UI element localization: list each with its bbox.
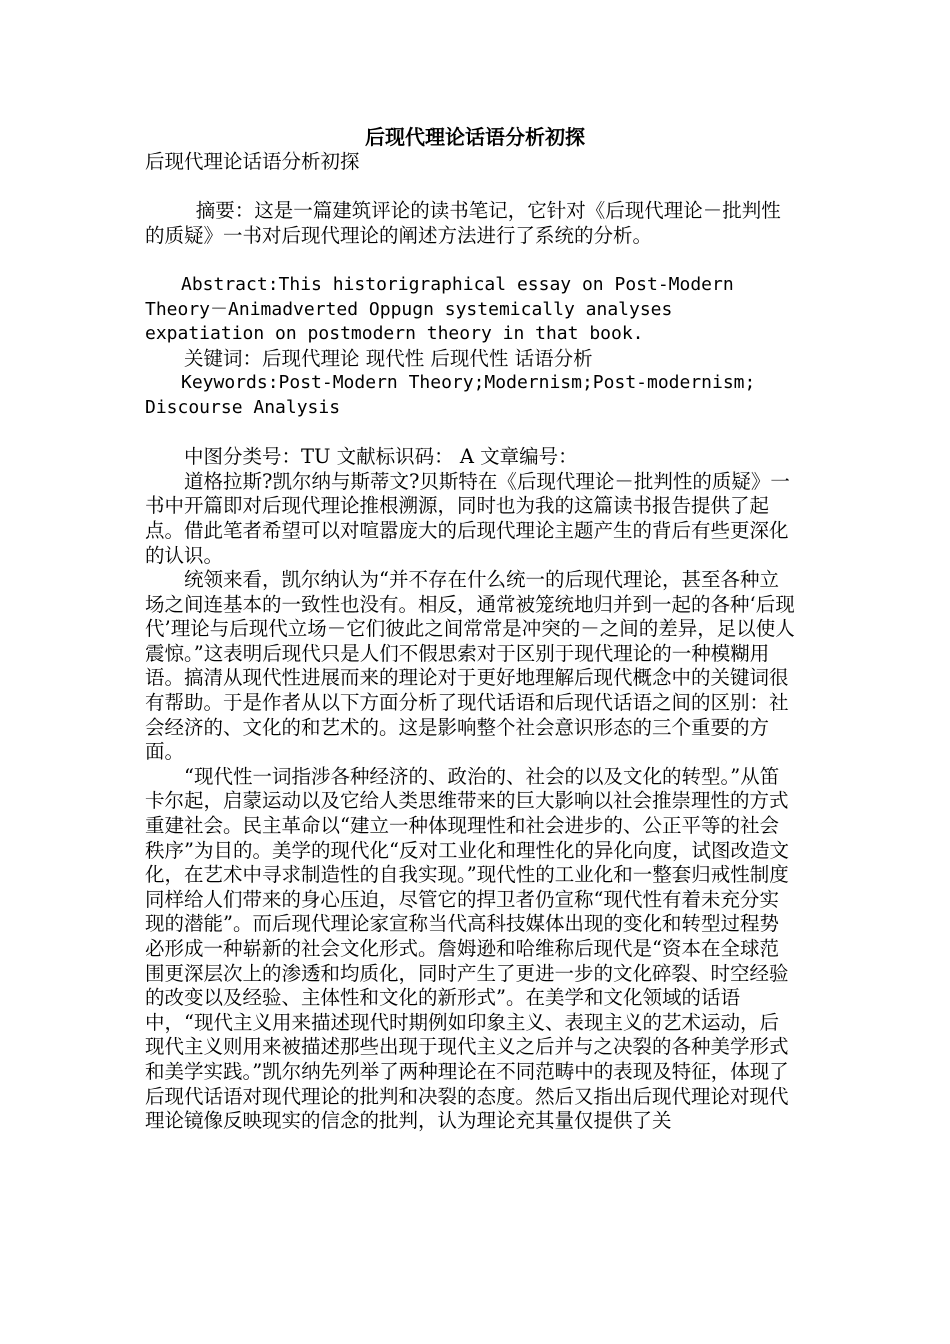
document-subtitle: 后现代理论话语分析初探 <box>145 150 360 173</box>
document-title: 后现代理论话语分析初探 <box>365 125 585 149</box>
document-body <box>145 150 795 1134</box>
paragraph: 道格拉斯?凯尔纳与斯蒂文?贝斯特在《后现代理论－批判性的质疑》一书中开篇即对后现代理论推根溯源，同时也为我的这篇读书报告提供了起点。借此笔者希望可以对喧嚣庞大的后现代理论主题产生的背后有些更深化的认识。 <box>145 469 790 567</box>
abstract-chinese: 摘要：这是一篇建筑评论的读书笔记，它针对《后现代理论－批判性的质疑》一书对后现代理论的阐述方法进行了系统的分析。 <box>145 199 781 247</box>
abstract-english: Abstract:This historigraphical essay on Post-Modern Theory－Animadverted Oppugn systemically analyses expatiation on postmodern theory in that book. <box>145 273 734 345</box>
keywords-english: Keywords:Post-Modern Theory;Modernism;Post-modernism; Discourse Analysis <box>145 372 756 418</box>
paragraph: 统领来看，凯尔纳认为“并不存在什么统一的后现代理论，甚至各种立场之间连基本的一致性也没有。相反，通常被笼统地归并到一起的各种‘后现代’理论与后现代立场－它们彼此之间常常是冲突的－之间的差异，足以使人震惊。”这表明后现代只是人们不假思索对于区别于现代理论的一种模糊用语。搞清从现代性进展而来的理论对于更好地理解后现代概念中的关键词很有帮助。于是作者从以下方面分析了现代话语和后现代话语之间的区别：社会经济的、文化的和艺术的。这是影响整个社会意识形态的三个重要的方面。 <box>145 568 795 764</box>
keywords-chinese: 关键词：后现代理论 现代性 后现代性 话语分析 <box>184 346 593 370</box>
classification-line: 中图分类号：TU 文献标识码： A 文章编号： <box>184 445 578 469</box>
paragraph: “现代性一词指涉各种经济的、政治的、社会的以及文化的转型。”从笛卡尔起，启蒙运动以及它给人类思维带来的巨大影响以社会推崇理性的方式重建社会。民主革命以“建立一种体现理性和社会进步的、公正平等的社会秩序”为目的。美学的现代化“反对工业化和理性化的异化向度，试图改造文化，在艺术中寻求制造性的自我实现。”现代性的工业化和一整套归戒性制度同样给人们带来的身心压迫，尽管它的捍卫者仍宣称“现代性有着未充分实现的潜能”。而后现代理论家宣称当代高科技媒体出现的变化和转型过程势必形成一种崭新的社会文化形式。詹姆逊和哈维称后现代是“资本在全球范围更深层次上的渗透和均质化，同时产生了更进一步的文化碎裂、时空经验的改变以及经验、主体性和文化的新形式”。在美学和文化领域的话语中，“现代主义用来描述现代时期例如印象主义、表现主义的艺术运动，后现代主义则用来被描述那些出现于现代主义之后并与之决裂的各种美学形式和美学实践。”凯尔纳先列举了两种理论在不同范畴中的表现及特征，体现了后现代话语对现代理论的批判和决裂的态度。然后又指出后现代理论对现代理论镜像反映现实的信念的批判，认为理论充其量仅提供了关 <box>145 764 789 1133</box>
